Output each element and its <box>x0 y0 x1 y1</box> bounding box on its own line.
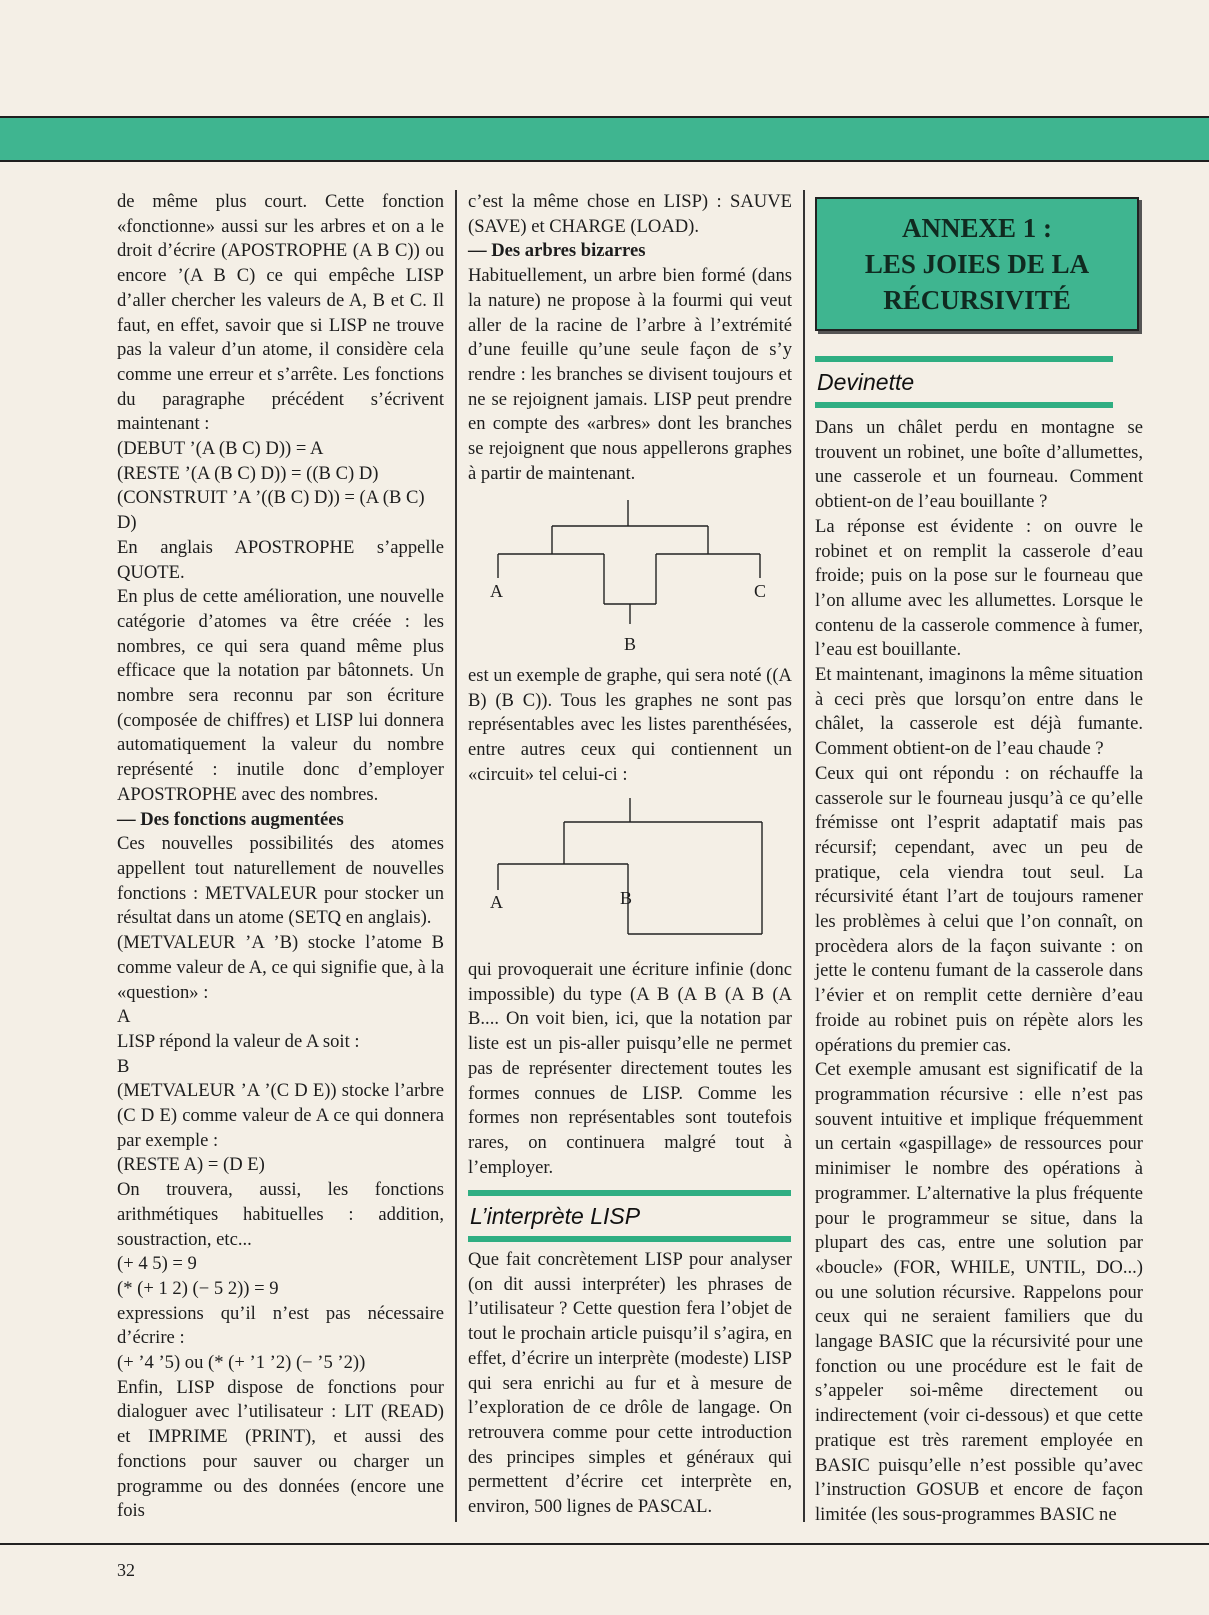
col2-paragraph: Que fait concrètement LISP pour analyser (on dit aussi interpréter) les phrases de l’utilisateur ? Cette question fera l’objet de tout le prochain article puisqu’il s’agira, en effet, d’écrire un interprète (modeste) LISP qui sera enrichi au fur et à mesure de l’exploration de ce drôle de langage. On retrouvera comme pour cette introduction des principes simples et généraux qui permettent d’écrire cet interprète en, environ, 500 lignes de PASCAL. <box>468 1249 792 1518</box>
column-1 <box>117 190 444 1524</box>
column-rule <box>455 190 457 1522</box>
diagram1-label-b: B <box>624 634 637 654</box>
col1-paragraph: On trouvera, aussi, les fonctions arithmétiques habituelles : addition, soustraction, etc... <box>117 1179 444 1250</box>
annex-title-line: LES JOIES DE LA <box>864 249 1090 279</box>
col1-paragraph: En anglais APOSTROPHE s’appelle QUOTE. <box>117 536 444 583</box>
graph-diagram-2 <box>468 794 792 939</box>
col2-subheading: — Des arbres bizarres <box>468 240 646 262</box>
col1-subheading: — Des fonctions augmentées <box>117 808 344 830</box>
col2-paragraph: Habituellement, un arbre bien formé (dans la nature) ne propose à la fourmi qui veut aller de la racine de l’arbre à l’extrémité d’une feuille qu’une seule façon de s’y rendre : les branches se divisent toujours et ne se rejoignent jamais. LISP peut prendre en compte des «arbres» dont les branches se rejoignent que nous appellerons graphes à partir de maintenant. <box>468 265 792 484</box>
col1-paragraph: (METVALEUR ’A ’B) stocke l’atome B comme valeur de A, ce qui signifie que, à la «question» : <box>117 932 444 1003</box>
column-2-cont <box>468 1248 792 1520</box>
column-2-cont <box>468 664 792 788</box>
col1-code-line: A <box>117 1006 131 1028</box>
header-color-band <box>0 116 1209 162</box>
col3-paragraph: La réponse est évidente : on ouvre le robinet et on remplit la casserole d’eau froide; puis on la pose sur le fourneau que l’on allume avec les allumettes. Lorsque le contenu de la casserole commence à fumer, l’eau est bouillante. <box>815 515 1143 661</box>
col1-code-line: (CONSTRUIT ’A ’((B C) D)) = (A (B C) D) <box>117 487 425 534</box>
page-number: 32 <box>117 1560 135 1580</box>
col1-paragraph: (METVALEUR ’A ’(C D E)) stocke l’arbre (C D E) comme valeur de A ce qui donnera par exemple : <box>117 1080 444 1151</box>
annex-title-line: ANNEXE 1 : <box>901 213 1052 243</box>
col1-code-line: B <box>117 1055 130 1077</box>
annex-title-line: RÉCURSIVITÉ <box>883 285 1071 315</box>
col1-paragraph: LISP répond la valeur de A soit : <box>117 1030 360 1052</box>
col1-paragraph: expressions qu’il n’est pas nécessaire d’écrire : <box>117 1302 444 1349</box>
col1-code-line: (+ ’4 ’5) ou (* (+ ’1 ’2) (− ’5 ’2)) <box>117 1352 366 1374</box>
col1-paragraph: En plus de cette amélioration, une nouvelle catégorie d’atomes va être créée : les nombres, ce qui sera quand même plus efficace que la notation par bâtonnets. Un nombre sera reconnu par son écriture (composée de chiffres) et LISP lui donnera automatiquement la valeur du nombre représenté : inutile donc d’employer APOSTROPHE avec des nombres. <box>117 586 444 805</box>
col1-paragraph: Ces nouvelles possibilités des atomes appellent tout naturellement de nouvelles fonctions : METVALEUR pour stocker un résultat dans un atome (SETQ en anglais). <box>117 833 444 929</box>
annex-title-box <box>815 197 1139 331</box>
column-3 <box>815 416 1143 1528</box>
col3-paragraph: Et maintenant, imaginons la même situation à ceci près que lorsqu’on entre dans le châlet, la casserole est déjà fumante. Comment obtient-on de l’eau chaude ? <box>815 664 1143 760</box>
footer-rule <box>0 1543 1209 1545</box>
col1-paragraph: de même plus court. Cette fonction «fonctionne» aussi sur les arbres et on a le droit d’écrire (APOSTROPHE (A B C)) ou encore ’(A B C) ce qui empêche LISP d’aller chercher les valeurs de A, B et C. Il faut, en effet, savoir que si LISP ne trouve pas la valeur d’un atome, il considère cela comme une erreur et s’arrête. Les fonctions du paragraphe précédent s’écrivent maintenant : <box>117 191 444 435</box>
col3-paragraph: Ceux qui ont répondu : on réchauffe la casserole sur le fourneau jusqu’à ce qu’elle frémisse ont l’esprit adaptatif mais pas récursif; cependant, avec un peu de pratique, cela viendra tout seul. La récursivité étant l’art de toujours ramener les problèmes à celui que l’on connaît, on procèdera alors de la façon suivante : on jette le contenu fumant de la casserole dans l’évier et on remplit cette dernière d’eau froide au robinet puis on répète alors les opérations du premier cas. <box>815 762 1143 1056</box>
col1-code-line: (DEBUT ’(A (B C) D)) = A <box>117 438 324 460</box>
col3-paragraph: Cet exemple amusant est significatif de la programmation récursive : elle n’est pas souvent intuitive et implique fréquemment un certain «gaspillage» de ressources pour minimiser le nombre des opérations à programmer. L’alternative la plus fréquente pour le programmeur se situe, dans la plupart des cas, entre une solution par «boucle» (FOR, WHILE, UNTIL, DO...) ou une solution récursive. Rappelons pour ceux qui ne seraient familiers que du langage BASIC que la récursivité pour une fonction ou une procédure est le fait de s’appeler soi-même directement ou indirectement (voir ci-dessous) et que cette pratique est très rarement employée en BASIC puisqu’elle n’est possible qu’avec l’instruction GOSUB et encore de façon limitée (les sous-programmes BASIC ne <box>815 1059 1143 1525</box>
section-heading-interprete: L’interprète LISP <box>468 1190 791 1242</box>
col1-paragraph: Enfin, LISP dispose de fonctions pour dialoguer avec l’utilisateur : LIT (READ) et IMPRIME (PRINT), et aussi des fonctions pour sauver ou charger un programme ou des données (encore une fois <box>117 1376 444 1522</box>
diagram2-label-a: A <box>490 892 503 912</box>
column-2 <box>468 190 792 486</box>
col1-code-line: (RESTE A) = (D E) <box>117 1154 265 1176</box>
col2-paragraph: qui provoquerait une écriture infinie (donc impossible) du type (A B (A B (A B (A B.... On voit bien, ici, que la notation par liste est un pis-aller puisqu’elle ne permet pas de représenter directement toutes les formes connues de LISP. Comme les formes non représentables sont toutefois rares, on continuera malgré tout à l’employer. <box>468 959 792 1178</box>
diagram1-label-a: A <box>490 581 503 601</box>
col1-code-line: (RESTE ’(A (B C) D)) = ((B C) D) <box>117 462 379 484</box>
col3-paragraph: Dans un châlet perdu en montagne se trouvent un robinet, une boîte d’allumettes, une casserole et un fourneau. Comment obtient-on de l’eau bouillante ? <box>815 417 1143 513</box>
section-heading-devinette: Devinette <box>815 356 1113 408</box>
col1-code-line: (+ 4 5) = 9 <box>117 1253 197 1275</box>
col2-paragraph: est un exemple de graphe, qui sera noté ((A B) (B C)). Tous les graphes ne sont pas représentables avec les listes parenthésées, entre autres ceux qui contiennent un «circuit» tel celui-ci : <box>468 665 792 785</box>
diagram1-label-c: C <box>754 581 767 601</box>
col1-code-line: (* (+ 1 2) (− 5 2)) = 9 <box>117 1277 279 1299</box>
column-2-cont <box>468 958 792 1180</box>
column-rule <box>803 190 805 1522</box>
diagram2-label-b: B <box>620 888 633 908</box>
graph-diagram-1 <box>468 496 792 661</box>
col2-paragraph: c’est la même chose en LISP) : SAUVE (SAVE) et CHARGE (LOAD). <box>468 191 792 237</box>
